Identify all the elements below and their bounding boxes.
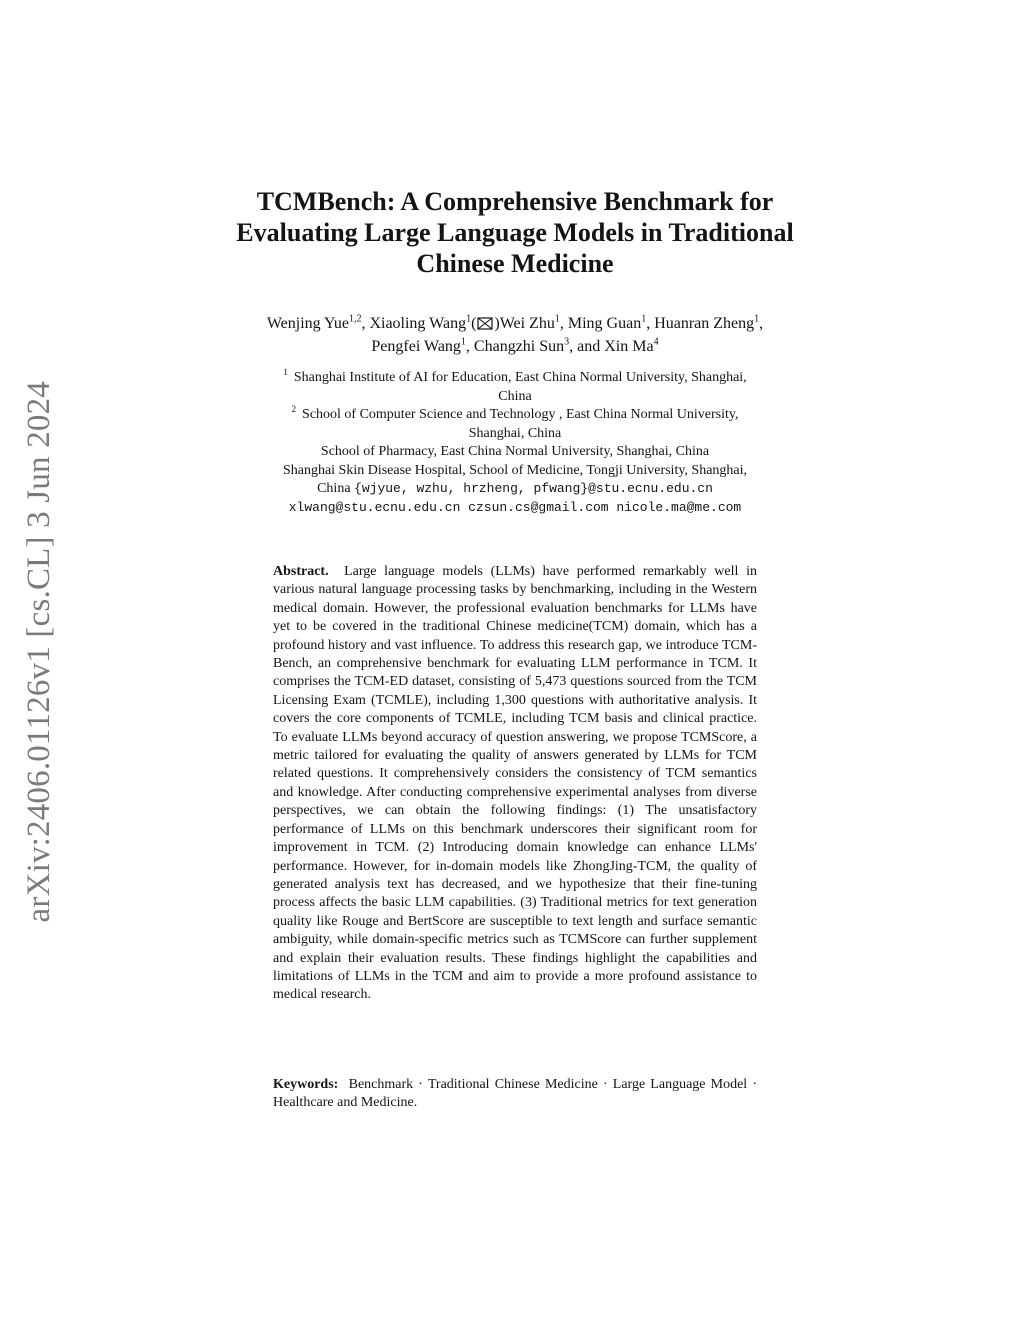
author-name: Wei Zhu (499, 315, 555, 332)
keywords-label: Keywords: (273, 1077, 339, 1092)
title-line: Chinese Medicine (416, 249, 614, 278)
author-name: Pengfei Wang (371, 338, 461, 355)
abstract (273, 563, 757, 1005)
author-affil-mark: 1 (466, 313, 472, 325)
affiliation-line: $^2$ School of Computer Science and Technology , East China Normal University, (291, 404, 739, 422)
author-list (150, 312, 880, 358)
arxiv-identifier: arXiv:2406.01126v1 [cs.CL] 3 Jun 2024 (20, 381, 57, 923)
arxiv-side-stamp (14, 372, 64, 932)
author-line: Wenjing Yue$^{1,2}$, Xiaoling Wang$^1$( )Wei Zhu$^1$, Ming Guan$^1$, Huanran Zheng$^1$, (266, 313, 764, 332)
author-affil-mark: 1,2 (348, 313, 362, 325)
author-name: , and Xin Ma (569, 338, 654, 355)
paper-title (160, 186, 870, 279)
author-name: , Huanran Zheng (646, 315, 755, 332)
author-affil-mark: 4 (653, 336, 659, 348)
affiliations (200, 369, 830, 517)
keywords (273, 1076, 757, 1113)
author-affil-mark: 1 (754, 313, 760, 325)
author-affil-mark: 3 (564, 336, 570, 348)
affiliation-line: xlwang@stu.ecnu.edu.cn czsun.cs@gmail.com nicole.ma@me.com (288, 499, 742, 515)
author-affil-mark: 1 (641, 313, 647, 325)
affiliation-mark: 2 (291, 404, 297, 415)
email-addresses: {wjyue, wzhu, hrzheng, pfwang}@stu.ecnu.edu.cn (354, 481, 713, 496)
author-affil-mark: 1 (460, 336, 466, 348)
author-affil-mark: 1 (554, 313, 560, 325)
author-name: , Xiaoling Wang (361, 315, 467, 332)
affiliation-line: China {wjyue, wzhu, hrzheng, pfwang}@stu.ecnu.edu.cn (317, 481, 713, 496)
title-line: Evaluating Large Language Models in Traditional (236, 218, 794, 247)
author-name: , Ming Guan (559, 315, 642, 332)
affiliation-line: School of Pharmacy, East China Normal University, Shanghai, China (320, 444, 710, 459)
abstract-label: Abstract. (273, 564, 329, 579)
affiliation-line: $^1$ Shanghai Institute of AI for Education, East China Normal University, Shanghai, (283, 367, 747, 385)
author-name: , Changzhi Sun (465, 338, 565, 355)
author-name: Wenjing Yue (266, 315, 349, 332)
keywords-text: Benchmark · Traditional Chinese Medicine · Large Language Model · Healthcare and Medicine. (273, 1077, 757, 1111)
affiliation-line: Shanghai Skin Disease Hospital, School of Medicine, Tongji University, Shanghai, (282, 462, 748, 478)
affiliation-line: China (498, 388, 532, 404)
envelope-icon (477, 317, 493, 330)
affiliation-mark: 1 (283, 367, 288, 378)
abstract-text: Large language models (LLMs) have performed remarkably well in various natural language processing tasks by benchmarking, including in the Western medical domain. However, the professional evaluation benchmarks for LLMs have yet to be covered in the traditional Chinese medicine(TCM) domain, which has a profound history and vast influence. To address this research gap, we introduce TCM-Bench, an comprehensive benchmark for evaluating LLM performance in TCM. It comprises the TCM-ED dataset, consisting of 5,473 questions sourced from the TCM Licensing Exam (TCMLE), including 1,300 questions with authoritative analysis. It covers the core components of TCMLE, including TCM basis and clinical practice. To evaluate LLMs beyond accuracy of question answering, we propose TCMScore, a metric tailored for evaluating the quality of answers generated by LLMs for TCM related questions. It comprehensively considers the consistency of TCM semantics and knowledge. After conducting comprehensive experimental analyses from diverse perspectives, we can obtain the following findings: (1) The unsatisfactory performance of LLMs on this benchmark underscores their significant room for improvement in TCM. (2) Introducing domain knowledge can enhance LLMs' performance. However, for in-domain models like ZhongJing-TCM, the quality of generated analysis text has decreased, and we hypothesize that their fine-tuning process affects the basic LLM capabilities. (3) Traditional metrics for text generation quality like Rouge and BertScore are susceptible to text length and surface semantic ambiguity, while domain-specific metrics such as TCMScore can further supplement and explain their evaluation results. These findings highlight the capabilities and limitations of LLMs in the TCM and aim to provide a more profound assistance to medical research. (273, 564, 758, 1003)
author-line (150, 335, 880, 358)
affiliation-line: Shanghai, China (468, 425, 562, 441)
title-line: TCMBench: A Comprehensive Benchmark for (256, 187, 774, 216)
